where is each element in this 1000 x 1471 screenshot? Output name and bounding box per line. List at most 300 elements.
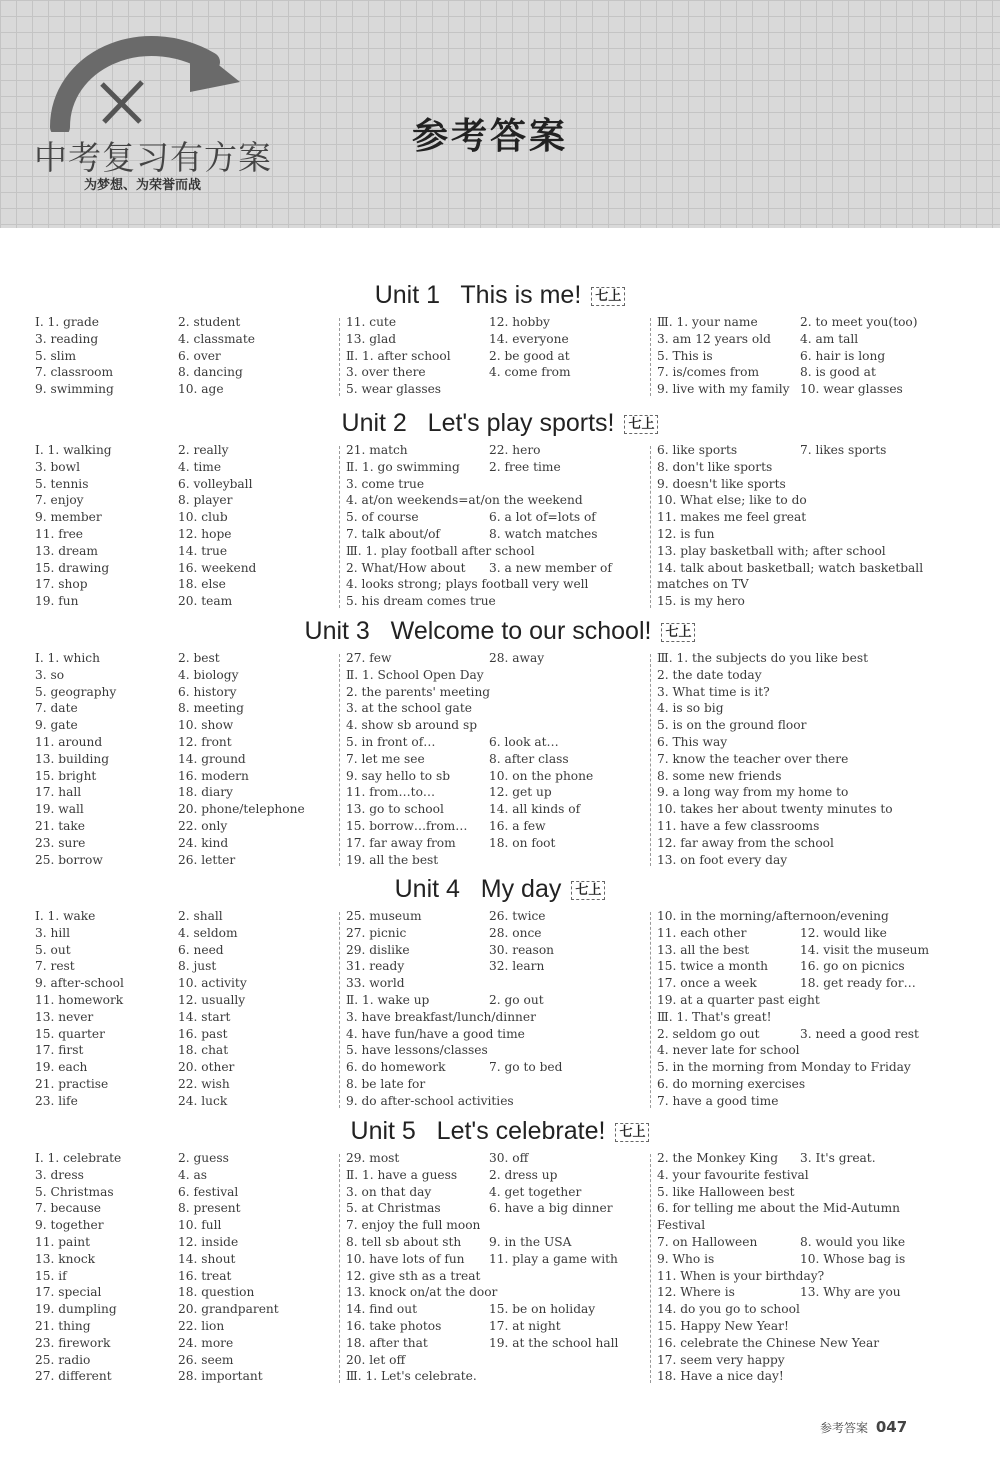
answer-line: 3. come true [346,476,425,491]
answer-line: 8. watch matches [489,526,598,541]
answer-line: 22. wish [178,1076,230,1091]
answer-line: 2. really [178,443,229,457]
answer-line: 2. be good at [489,348,570,363]
answer-line: 10. club [178,510,228,525]
unit-heading [0,1112,1000,1150]
answer-line: Ⅱ. 1. have a guess [346,1167,458,1182]
answer-column [489,908,639,1110]
answer-column [489,1150,639,1385]
answer-line: 19. wall [35,802,84,817]
answer-line: 4. get together [489,1184,582,1199]
answer-line: 20. team [178,594,233,609]
answer-column [346,314,489,398]
answer-grid [0,1150,1000,1385]
answer-line: 9. doesn't like sports [657,476,786,491]
grade-badge: 七上 [661,623,695,642]
answer-line: Ⅱ. 1. wake up [346,992,430,1007]
answer-line: 24. luck [178,1093,228,1108]
answer-line: 3. need a good rest [800,1026,919,1041]
answer-line [489,684,639,701]
answer-line: 12. far away from the school [657,835,834,850]
answer-column [178,314,338,398]
answer-line: 10. activity [178,976,247,991]
answer-line: 10. What else; like to do [657,493,807,508]
answer-line: 2. dress up [489,1167,558,1182]
answer-line: Festival [657,1218,706,1233]
answer-line: 21. thing [35,1318,91,1333]
answer-grid [0,442,1000,610]
answer-column [489,650,639,868]
unit-section [0,1112,1000,1385]
answer-line: 10. wear glasses [800,382,903,397]
answer-line: 30. reason [489,942,555,957]
answer-line: 16. celebrate the Chinese New Year [657,1335,880,1350]
answer-line: 10. in the morning/afternoon/evening [657,909,889,923]
answer-line: 5. wear glasses [346,382,442,397]
answer-line: 22. lion [178,1318,225,1333]
answer-line [800,1352,960,1369]
answer-line: 13. go to school [346,802,444,817]
answer-line: 7. know the teacher over there [657,751,849,766]
answer-line: 20. let off [346,1352,406,1367]
answer-line: 31. ready [346,959,405,974]
answer-line: 7. enjoy the full moon [346,1218,481,1233]
answer-line: 5. his dream comes true [346,594,496,609]
answer-line: 14. start [178,1009,231,1024]
answer-line: 9. do after-school activities [346,1093,514,1108]
answer-line: 15. Happy New Year! [657,1318,789,1333]
answer-line: 14. do you go to school [657,1302,800,1317]
answer-line: 22. only [178,818,228,833]
answer-line: 14. shout [178,1251,236,1266]
unit-section [0,276,1000,398]
answer-line [489,1368,639,1385]
answer-line [800,1009,960,1026]
answer-line: 8. some new friends [657,768,782,783]
answer-line: 13. on foot every day [657,852,788,867]
answer-line: 8. after class [489,751,569,766]
answer-line [800,908,960,925]
answer-column [35,650,178,868]
unit-section [0,870,1000,1110]
answer-line [489,1284,639,1301]
answer-line: 20. grandparent [178,1302,279,1317]
answer-column [489,442,639,610]
answer-line: 7. let me see [346,751,425,766]
answer-line [800,576,960,593]
unit-heading [0,276,1000,314]
answer-line [800,492,960,509]
answer-line: 6. have a big dinner [489,1201,613,1216]
answer-line: 5. have lessons/classes [346,1043,488,1058]
answer-column [489,314,639,398]
answer-line: 13. play basketball with; after school [657,543,886,558]
answer-line: 3. so [35,667,65,682]
answer-line: 5. This is [657,348,713,363]
answer-line [800,1059,960,1076]
answer-line: 19. fun [35,594,79,609]
answer-line: Ⅲ. 1. the subjects do you like best [657,651,868,665]
answer-line: 2. the parents' meeting [346,684,491,699]
answer-line: Ⅰ. 1. walking [35,443,112,457]
answer-line: 27. different [35,1369,112,1384]
unit-heading [0,612,1000,650]
answer-line [800,526,960,543]
answer-line: 14. talk about basketball; watch basketball [657,560,924,575]
answer-line: 22. hero [489,443,541,457]
answer-line: 2. to meet you(too) [800,315,918,329]
answer-line: 16. go on picnics [800,959,905,974]
answer-line: Ⅲ. 1. play football after school [346,543,535,558]
column-divider [650,912,651,1108]
answer-line: 4. show sb around sp [346,718,478,733]
answer-line: 7. talk about/of [346,526,440,541]
header-banner [0,0,1000,228]
answer-line: 19. each [35,1060,88,1075]
answer-grid [0,650,1000,868]
answer-line: 8. tell sb about sth [346,1234,462,1249]
answer-line: 26. seem [178,1352,234,1367]
answer-line: 14. visit the museum [800,942,930,957]
answer-line: 15. bright [35,768,97,783]
answer-line: 2. shall [178,909,223,923]
answer-line [489,852,639,869]
answer-line: 5. out [35,942,71,957]
answer-line: 13. never [35,1009,94,1024]
answer-line: 14. ground [178,751,246,766]
answer-column [800,1150,960,1385]
answer-line: 7. have a good time [657,1093,779,1108]
answer-line: 6. history [178,684,237,699]
answer-line: matches on TV [657,577,749,592]
answer-line: 25. borrow [35,852,103,867]
answer-line: 7. is/comes from [657,365,760,380]
answer-line: 17. shop [35,577,88,592]
answer-line: 6. for telling me about the Mid-Autumn [657,1201,900,1216]
answer-line: 15. if [35,1268,67,1283]
unit-title: Unit 1 This is me! [374,281,582,309]
answer-line: 11. homework [35,992,124,1007]
answer-line: 18. chat [178,1043,229,1058]
answer-line: 9. Who is [657,1251,715,1266]
answer-line: 17. at night [489,1318,561,1333]
answer-line: 4. come from [489,365,571,380]
series-title: 中考复习有方案 [34,138,272,177]
answer-column [35,314,178,398]
answer-line: 8. dancing [178,365,243,380]
answer-line: 15. drawing [35,560,110,575]
answer-line: 6. over [178,348,221,363]
answer-line: 25. museum [346,909,422,923]
answer-line: 6. need [178,942,224,957]
answer-line: 4. biology [178,667,239,682]
answer-line: 21. match [346,443,408,457]
answer-line: 3. What time is it? [657,684,770,699]
answer-line: 28. away [489,651,545,665]
answer-line [800,1167,960,1184]
answer-line [800,1076,960,1093]
answer-line: 18. diary [178,785,233,800]
answer-line: 6. hair is long [800,348,886,363]
answer-column [178,442,338,610]
answer-line: 3. at the school gate [346,701,472,716]
answer-line: 20. other [178,1060,235,1075]
answer-line: 5. at Christmas [346,1201,441,1216]
answer-line [800,1184,960,1201]
column-divider [339,446,340,608]
page-title: 参考答案 [411,116,568,157]
answer-column [800,908,960,1110]
answer-line [800,1301,960,1318]
answer-line: 6. look at… [489,734,559,749]
answer-column [35,1150,178,1385]
answer-line: 29. dislike [346,942,410,957]
answer-line: 13. building [35,751,110,766]
answer-line: 8. meeting [178,701,244,716]
answer-line: 16. past [178,1026,228,1041]
answer-line: 7. rest [35,959,75,974]
answer-line: 6. do morning exercises [657,1076,806,1091]
answer-line: 5. is on the ground floor [657,718,807,733]
answer-line: Ⅲ. 1. That's great! [657,1009,772,1024]
answer-column [35,442,178,610]
answer-line: 13. knock [35,1251,96,1266]
answer-line: 3. reading [35,331,99,346]
answer-line: 23. sure [35,835,86,850]
answer-line: 6. do homework [346,1060,446,1075]
answer-line: 2. student [178,315,241,329]
answer-line: 6. a lot of=lots of [489,510,596,525]
answer-line: 7. on Halloween [657,1234,758,1249]
answer-line [800,560,960,577]
answer-line: 10. takes her about twenty minutes to [657,802,893,817]
answer-line: 2. the date today [657,667,762,682]
answer-line: 9. after-school [35,976,124,991]
answer-line: 18. get ready for… [800,976,916,991]
answer-line [489,1093,639,1110]
unit-heading [0,404,1000,442]
answer-line: 10. age [178,382,224,397]
grade-badge: 七上 [591,287,625,306]
answer-line: 17. once a week [657,976,757,991]
answer-line: 4. have fun/have a good time [346,1026,525,1041]
answer-line: 4. seldom [178,925,238,940]
answer-line: 8. player [178,493,233,508]
answer-line: 5. tennis [35,476,89,491]
answer-line: 26. twice [489,909,546,923]
answer-line [800,1042,960,1059]
answer-line [489,593,639,610]
unit-title: Unit 3 Welcome to our school! [304,617,652,645]
answer-line: 21. practise [35,1076,109,1091]
answer-line: 18. Have a nice day! [657,1369,784,1384]
answer-line: 12. get up [489,785,552,800]
answer-line: 9. a long way from my home to [657,785,849,800]
arrow-logo-icon [40,22,250,132]
answer-column [346,1150,498,1385]
answer-line: 12. is fun [657,526,715,541]
answer-line: 13. knock on/at the door [346,1285,498,1300]
answer-line: 17. seem very happy [657,1352,785,1367]
answer-line: 15. quarter [35,1026,105,1041]
answer-line: 11. paint [35,1234,90,1249]
answer-line: 18. question [178,1285,255,1300]
slogan: 为梦想、为荣誉而战 [84,178,202,193]
answer-line: 3. over there [346,365,426,380]
answer-line [489,667,639,684]
answer-line: 10. Whose bag is [800,1251,906,1266]
answer-line: 9. member [35,510,102,525]
answer-line: 10. show [178,718,234,733]
answer-line: 30. off [489,1151,529,1165]
answer-line: 2. seldom go out [657,1026,760,1041]
answer-line: 2. go out [489,992,544,1007]
column-divider [339,1154,340,1383]
answer-line [489,1217,639,1234]
answer-line: 4. looks strong; plays football very well [346,577,589,592]
grade-badge: 七上 [615,1123,649,1142]
answer-line: 5. in the morning from Monday to Friday [657,1060,911,1075]
answer-line: 19. at a quarter past eight [657,992,820,1007]
column-divider [339,912,340,1108]
answer-line: 17. far away from [346,835,456,850]
answer-line: 3. a new member of [489,560,612,575]
answer-line: 28. once [489,925,542,940]
answer-line: 23. life [35,1093,78,1108]
answer-line [489,1026,639,1043]
answer-line: 2. free time [489,459,561,474]
column-divider [650,446,651,608]
answer-line: 13. all the best [657,942,750,957]
answer-line [800,1268,960,1285]
answer-line: 4. am tall [800,331,859,346]
unit-title: Unit 4 My day [394,875,562,903]
page-number: 047 [875,1418,908,1436]
answer-line: 12. inside [178,1234,239,1249]
answer-line: 8. is good at [800,365,876,380]
answer-line: 4. never late for school [657,1043,800,1058]
answer-line [800,1318,960,1335]
answer-line [800,1200,960,1217]
answer-line [800,459,960,476]
answer-line: 16. take photos [346,1318,442,1333]
answer-line: 11. When is your birthday? [657,1268,825,1283]
answer-line: 5. in front of… [346,734,436,749]
answer-grid [0,908,1000,1110]
answer-line: 10. on the phone [489,768,594,783]
answer-line [489,1042,639,1059]
answer-line [489,975,639,992]
answer-line: 19. dumpling [35,1302,117,1317]
answer-line: 17. first [35,1043,84,1058]
answer-column [657,314,800,398]
answer-column [346,650,489,868]
answer-line: 2. best [178,651,220,665]
answer-line: 3. am 12 years old [657,331,771,346]
answer-line [489,1009,639,1026]
answer-line: 12. hope [178,526,232,541]
answer-line: 5. of course [346,510,419,525]
answer-line: Ⅰ. 1. celebrate [35,1151,122,1165]
answer-line: 29. most [346,1151,400,1165]
answer-line: 2. guess [178,1151,229,1165]
answer-line: 18. on foot [489,835,556,850]
answer-line: 11. from…to… [346,785,436,800]
answer-line: 33. world [346,976,405,991]
answer-line: 4. at/on weekends=at/on the weekend [346,493,583,508]
answer-line [489,1076,639,1093]
answer-column [178,650,338,868]
answer-column [35,908,178,1110]
answer-line: 6. This way [657,734,728,749]
answer-line: 16. weekend [178,560,257,575]
page-footer [820,1418,907,1436]
answer-line: Ⅱ. 1. after school [346,348,451,363]
answer-line: 14. everyone [489,331,569,346]
answer-line: 10. full [178,1218,222,1233]
answer-line: 17. special [35,1285,102,1300]
answer-line: 12. usually [178,992,246,1007]
answer-line: Ⅰ. 1. which [35,651,100,665]
answer-line: 19. at the school hall [489,1335,619,1350]
answer-line: 7. go to bed [489,1060,563,1075]
answer-line: 3. hill [35,925,71,940]
answer-line: 11. have a few classrooms [657,818,820,833]
answer-line: 5. slim [35,348,77,363]
answer-line: 8. be late for [346,1076,426,1091]
column-divider [650,318,651,396]
answer-line: 7. likes sports [800,443,887,457]
unit-section [0,404,1000,610]
grade-badge: 七上 [571,881,605,900]
answer-line: Ⅱ. 1. School Open Day [346,667,484,682]
answer-line: 11. around [35,734,103,749]
answer-line: 21. take [35,818,86,833]
column-divider [339,318,340,396]
answer-line: 15. be on holiday [489,1302,596,1317]
answer-line: 6. like sports [657,443,738,457]
answer-line: 9. together [35,1218,104,1233]
answer-line: 14. find out [346,1302,417,1317]
answer-line: 27. few [346,651,392,665]
answer-line [489,717,639,734]
answer-line: 9. gate [35,718,78,733]
answer-line: 15. borrow…from… [346,818,468,833]
answer-line: 7. classroom [35,365,114,380]
answer-line: 12. would like [800,925,887,940]
footer-label: 参考答案 [820,1421,869,1435]
answer-line: 11. free [35,526,84,541]
answer-line: 16. treat [178,1268,232,1283]
answer-line [800,1217,960,1234]
answer-line: 18. after that [346,1335,428,1350]
answer-line: 9. in the USA [489,1234,572,1249]
answer-line: Ⅲ. 1. Let's celebrate. [346,1369,477,1384]
answer-line: 7. because [35,1201,101,1216]
answer-grid [0,314,1000,398]
answer-line [800,593,960,610]
answer-line: 8. just [178,959,217,974]
answer-line: 25. radio [35,1352,91,1367]
answer-line [800,1335,960,1352]
answer-line: 16. a few [489,818,546,833]
answer-line: 8. don't like sports [657,459,773,474]
answer-line: 9. say hello to sb [346,768,451,783]
answer-line: 32. learn [489,959,545,974]
answer-line: 11. each other [657,925,747,940]
answer-line: 9. live with my family [657,382,790,397]
answer-line [489,543,639,560]
